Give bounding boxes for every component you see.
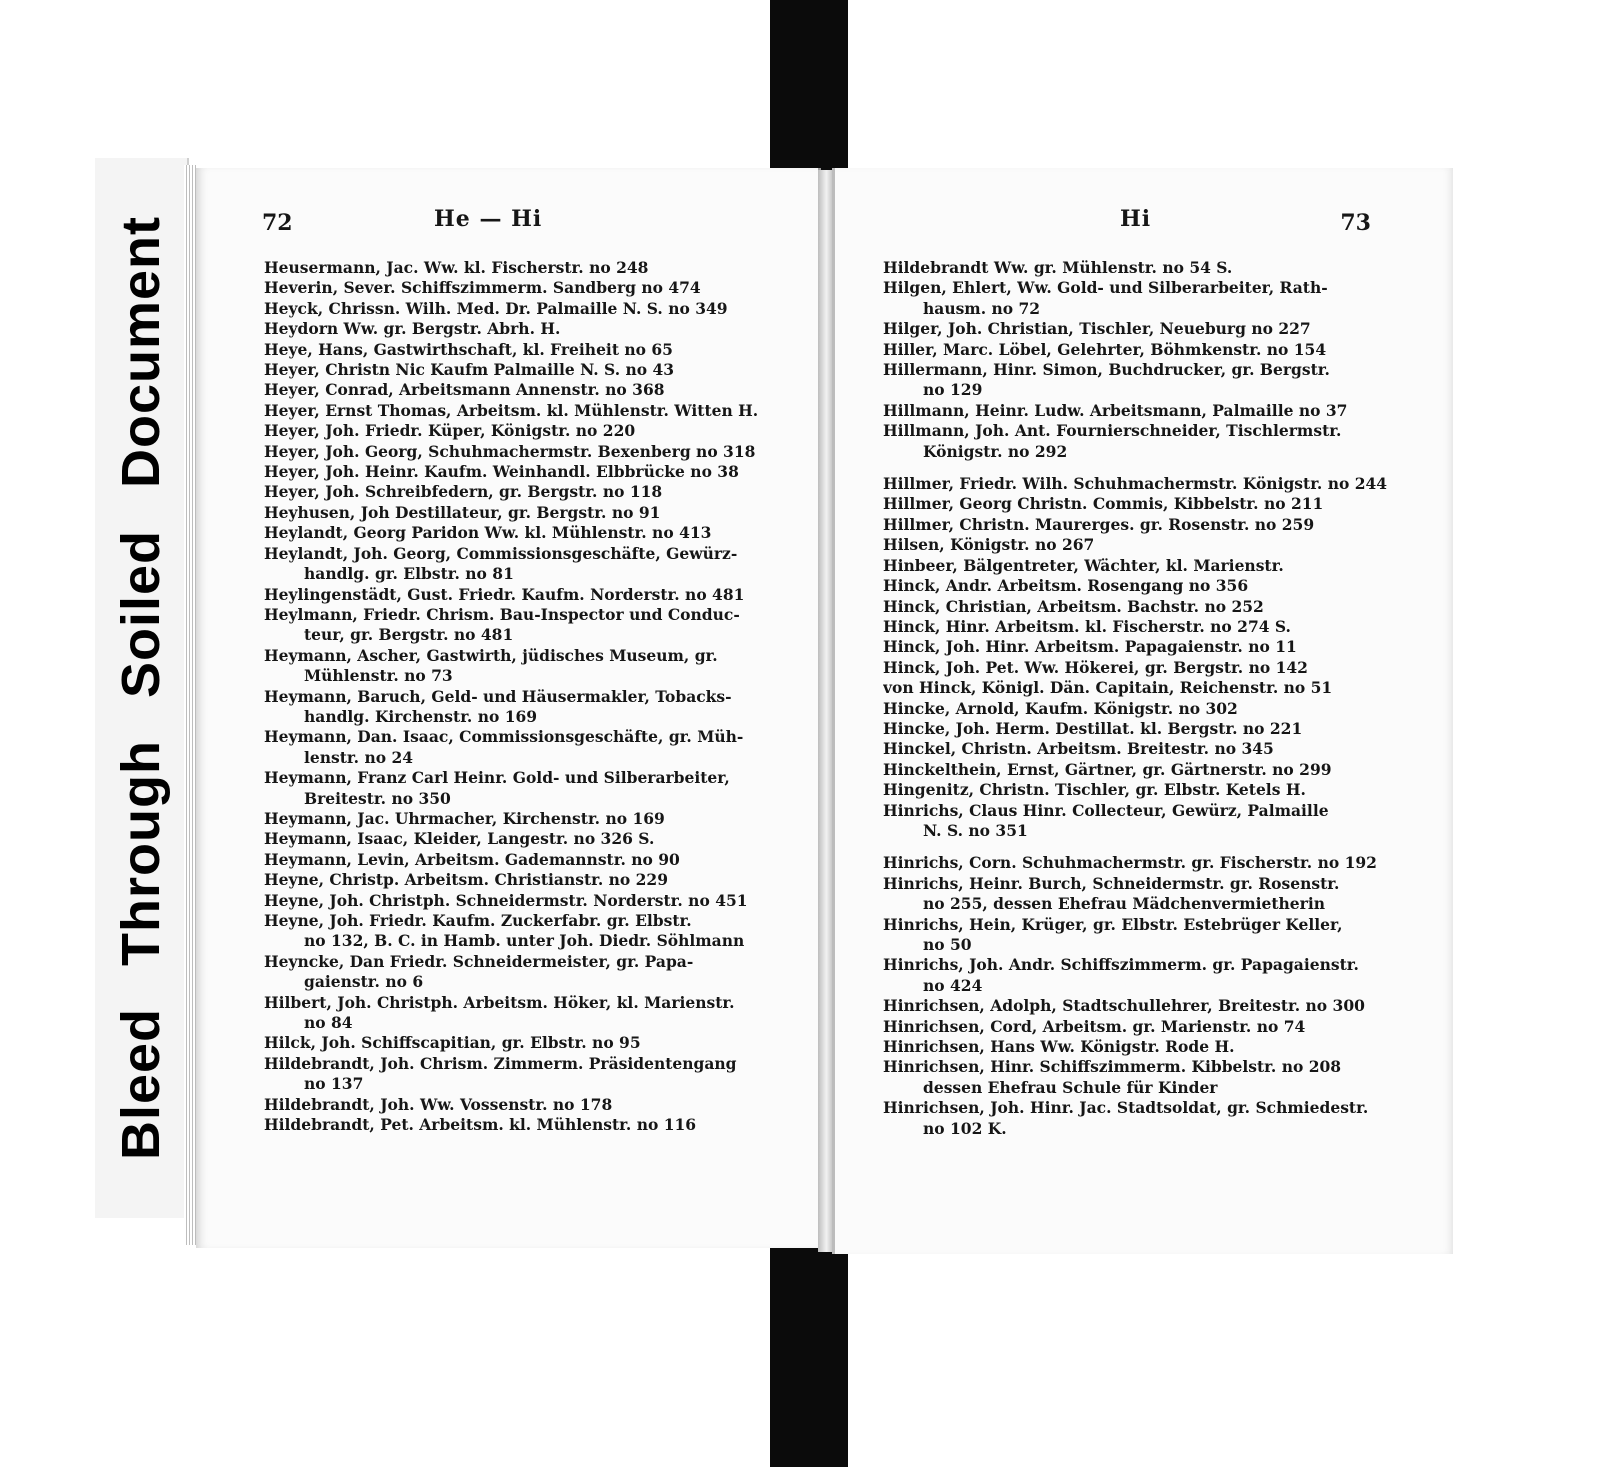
directory-entry	[883, 340, 1393, 360]
directory-entry	[264, 1033, 774, 1053]
side-label	[95, 158, 187, 1218]
entry-text: Hilck, Joh. Schiffscapitian, gr. Elbstr. no 95	[264, 1033, 641, 1053]
entry-continuation: hausm. no 72	[923, 298, 1041, 318]
entry-text: Heylmann, Friedr. Chrism. Bau-Inspector und Conduc-	[264, 604, 740, 624]
directory-entry	[883, 360, 1393, 401]
running-head: He — Hi	[434, 206, 543, 232]
directory-entry	[264, 646, 774, 687]
directory-entry	[264, 380, 774, 400]
entry-text: Hildebrandt, Joh. Ww. Vossenstr. no 178	[264, 1094, 613, 1114]
entry-text: Hildebrandt, Joh. Chrism. Zimmerm. Präsidentengang	[264, 1053, 737, 1073]
directory-entry	[264, 911, 774, 952]
directory-entry	[883, 617, 1393, 637]
directory-entry	[264, 829, 774, 849]
directory-entry	[264, 870, 774, 890]
entry-text: Heymann, Dan. Isaac, Commissionsgeschäfte, gr. Müh-	[264, 727, 744, 747]
entry-text: Heyer, Christn Nic Kaufm Palmaille N. S. no 43	[264, 360, 675, 380]
entry-text: Heyncke, Dan Friedr. Schneidermeister, gr. Papa-	[264, 951, 694, 971]
directory-entry	[264, 482, 774, 502]
directory-entry	[264, 544, 774, 585]
entry-text: Hillmer, Friedr. Wilh. Schuhmachermstr. Königstr. no 244	[883, 474, 1388, 494]
entry-continuation: teur, gr. Bergstr. no 481	[304, 625, 514, 645]
entry-text: Heusermann, Jac. Ww. kl. Fischerstr. no 248	[264, 258, 649, 277]
entry-text: Hinrichs, Claus Hinr. Collecteur, Gewürz, Palmaille	[883, 800, 1329, 820]
entry-text: Heymann, Jac. Uhrmacher, Kirchenstr. no 169	[264, 808, 665, 828]
directory-entry	[883, 421, 1393, 462]
entry-text: Heymann, Baruch, Geld- und Häusermakler, Tobacks-	[264, 686, 732, 706]
entry-continuation: no 424	[923, 975, 983, 995]
directory-entry	[883, 576, 1393, 596]
entry-text: Hilgen, Ehlert, Ww. Gold- und Silberarbeiter, Rath-	[883, 278, 1328, 298]
entry-text: Hillmann, Joh. Ant. Fournierschneider, Tischlermstr.	[883, 421, 1342, 441]
directory-entry	[883, 719, 1393, 739]
entry-list	[264, 258, 774, 1135]
directory-entry	[264, 258, 774, 278]
entry-text: Hincke, Arnold, Kaufm. Königstr. no 302	[883, 698, 1238, 718]
entry-text: Heyne, Christp. Arbeitsm. Christianstr. no 229	[264, 870, 668, 890]
directory-entry	[883, 678, 1393, 698]
entry-text: Hinrichs, Hein, Krüger, gr. Elbstr. Estebrüger Keller,	[883, 914, 1343, 934]
directory-entry	[264, 421, 774, 441]
entry-continuation: lenstr. no 24	[304, 747, 414, 767]
entry-text: von Hinck, Königl. Dän. Capitain, Reichenstr. no 51	[883, 678, 1333, 698]
left-page	[196, 168, 821, 1248]
directory-entry	[264, 442, 774, 462]
directory-entry	[883, 1017, 1393, 1037]
entry-text: Hinrichs, Heinr. Burch, Schneidermstr. gr. Rosenstr.	[883, 873, 1340, 893]
entry-text: Hinck, Joh. Hinr. Arbeitsm. Papagaienstr. no 11	[883, 637, 1297, 657]
directory-entry	[883, 996, 1393, 1016]
directory-entry	[264, 1095, 774, 1115]
entry-text: Hinrichs, Corn. Schuhmachermstr. gr. Fischerstr. no 192	[883, 853, 1377, 873]
entry-text: Heylingenstädt, Gust. Friedr. Kaufm. Norderstr. no 481	[264, 584, 745, 604]
entry-text: Hilger, Joh. Christian, Tischler, Neueburg no 227	[883, 319, 1311, 339]
entry-text: Hiller, Marc. Löbel, Gelehrter, Böhmkenstr. no 154	[883, 339, 1327, 359]
entry-continuation: Breitestr. no 350	[304, 788, 451, 808]
directory-entry	[883, 474, 1393, 494]
entry-text: Heye, Hans, Gastwirthschaft, kl. Freiheit no 65	[264, 339, 673, 359]
running-head: Hi	[1120, 206, 1152, 232]
directory-entry	[264, 523, 774, 543]
entry-text: Heyck, Chrissn. Wilh. Med. Dr. Palmaille N. S. no 349	[264, 298, 728, 318]
entry-continuation: no 132, B. C. in Hamb. unter Joh. Diedr. Söhlmann	[304, 931, 745, 951]
directory-entry	[883, 699, 1393, 719]
directory-entry	[883, 1037, 1393, 1057]
entry-text: Hinckel, Christn. Arbeitsm. Breitestr. no 345	[883, 739, 1274, 759]
entry-continuation: gaienstr. no 6	[304, 972, 424, 992]
side-label-text: Bleed Through Soiled Document	[111, 215, 171, 1161]
entry-continuation: N. S. no 351	[923, 820, 1028, 840]
entry-text: Heyer, Conrad, Arbeitsmann Annenstr. no 368	[264, 380, 665, 400]
entry-text: Hinck, Christian, Arbeitsm. Bachstr. no 252	[883, 596, 1264, 616]
entry-text: Hinck, Hinr. Arbeitsm. kl. Fischerstr. no 274 S.	[883, 616, 1291, 636]
directory-entry	[264, 993, 774, 1034]
directory-entry	[264, 1054, 774, 1095]
entry-text: Heyne, Joh. Christph. Schneidermstr. Norderstr. no 451	[264, 890, 748, 910]
entry-text: Hinrichsen, Adolph, Stadtschullehrer, Breitestr. no 300	[883, 996, 1365, 1016]
entry-text: Hinrichsen, Hans Ww. Königstr. Rode H.	[883, 1037, 1235, 1057]
directory-entry	[883, 915, 1393, 956]
entry-continuation: dessen Ehefrau Schule für Kinder	[923, 1077, 1218, 1097]
directory-entry	[883, 515, 1393, 535]
entry-text: Heyer, Joh. Friedr. Küper, Königstr. no 220	[264, 421, 636, 441]
directory-entry	[264, 850, 774, 870]
entry-continuation: no 102 K.	[923, 1118, 1007, 1138]
entry-continuation: Königstr. no 292	[923, 441, 1068, 461]
entry-text: Hillmann, Heinr. Ludw. Arbeitsmann, Palmaille no 37	[883, 400, 1348, 420]
entry-text: Heyhusen, Joh Destillateur, gr. Bergstr. no 91	[264, 502, 661, 522]
directory-entry	[264, 360, 774, 380]
entry-text: Hillmer, Christn. Maurerges. gr. Rosenstr. no 259	[883, 514, 1315, 534]
entry-text: Hinbeer, Bälgentreter, Wächter, kl. Marienstr.	[883, 555, 1284, 575]
directory-entry	[883, 319, 1393, 339]
directory-entry	[264, 891, 774, 911]
entry-text: Hilbert, Joh. Christph. Arbeitsm. Höker, kl. Marienstr.	[264, 992, 735, 1012]
entry-continuation: handlg. Kirchenstr. no 169	[304, 706, 538, 726]
binding-strip-bottom	[770, 1245, 848, 1467]
entry-text: Hilsen, Königstr. no 267	[883, 535, 1095, 555]
entry-text: Heylandt, Georg Paridon Ww. kl. Mühlenstr. no 413	[264, 523, 712, 543]
directory-entry	[264, 401, 774, 421]
entry-text: Hinckelthein, Ernst, Gärtner, gr. Gärtnerstr. no 299	[883, 759, 1332, 779]
entry-text: Hillmer, Georg Christn. Commis, Kibbelstr. no 211	[883, 494, 1324, 514]
directory-entry	[883, 658, 1393, 678]
entry-text: Heyer, Ernst Thomas, Arbeitsm. kl. Mühlenstr. Witten H.	[264, 400, 759, 420]
directory-entry	[264, 340, 774, 360]
entry-continuation: no 255, dessen Ehefrau Mädchenvermietherin	[923, 894, 1325, 914]
entry-text: Heymann, Levin, Arbeitsm. Gademannstr. no 90	[264, 849, 680, 869]
directory-entry	[264, 605, 774, 646]
directory-entry	[883, 760, 1393, 780]
directory-entry	[264, 1115, 774, 1135]
entry-list	[883, 258, 1393, 1139]
directory-entry	[883, 535, 1393, 555]
book-gutter	[818, 170, 832, 1252]
directory-entry	[264, 952, 774, 993]
entry-text: Hinrichsen, Hinr. Schiffszimmerm. Kibbelstr. no 208	[883, 1057, 1342, 1077]
directory-entry	[883, 874, 1393, 915]
entry-text: Hinrichs, Joh. Andr. Schiffszimmerm. gr. Papagaienstr.	[883, 955, 1359, 975]
directory-entry	[883, 1098, 1393, 1139]
directory-entry	[264, 299, 774, 319]
entry-text: Heyer, Joh. Georg, Schuhmachermstr. Bexenberg no 318	[264, 441, 756, 461]
entry-continuation: no 50	[923, 935, 972, 954]
entry-text: Hinck, Andr. Arbeitsm. Rosengang no 356	[883, 576, 1249, 596]
entry-text: Heymann, Franz Carl Heinr. Gold- und Silberarbeiter,	[264, 768, 730, 788]
entry-text: Heymann, Ascher, Gastwirth, jüdisches Museum, gr.	[264, 645, 718, 665]
entry-text: Hildebrandt Ww. gr. Mühlenstr. no 54 S.	[883, 258, 1233, 277]
entry-text: Heymann, Isaac, Kleider, Langestr. no 326 S.	[264, 829, 655, 849]
directory-entry	[264, 809, 774, 829]
entry-text: Hildebrandt, Pet. Arbeitsm. kl. Mühlenstr. no 116	[264, 1115, 697, 1135]
binding-strip-top	[770, 0, 848, 175]
directory-entry	[883, 1057, 1393, 1098]
directory-entry	[883, 258, 1393, 278]
entry-text: Heyer, Joh. Heinr. Kaufm. Weinhandl. Elbbrücke no 38	[264, 462, 739, 482]
directory-entry	[883, 401, 1393, 421]
entry-text: Heydorn Ww. gr. Bergstr. Abrh. H.	[264, 319, 561, 339]
entry-text: Hincke, Joh. Herm. Destillat. kl. Bergstr. no 221	[883, 718, 1303, 738]
directory-entry	[264, 462, 774, 482]
entry-text: Hingenitz, Christn. Tischler, gr. Elbstr. Ketels H.	[883, 780, 1306, 800]
page-number: 73	[1340, 210, 1371, 236]
entry-continuation: no 137	[304, 1074, 364, 1094]
directory-entry	[883, 597, 1393, 617]
directory-entry	[883, 494, 1393, 514]
directory-entry	[264, 278, 774, 298]
entry-text: Hinrichsen, Joh. Hinr. Jac. Stadtsoldat, gr. Schmiedestr.	[883, 1098, 1369, 1118]
directory-entry	[883, 739, 1393, 759]
entry-text: Heyne, Joh. Friedr. Kaufm. Zuckerfabr. gr. Elbstr.	[264, 911, 692, 930]
page-number: 72	[262, 210, 293, 236]
directory-entry	[264, 768, 774, 809]
directory-entry	[883, 853, 1393, 873]
directory-entry	[883, 278, 1393, 319]
entry-text: Hinck, Joh. Pet. Ww. Hökerei, gr. Bergstr. no 142	[883, 657, 1308, 677]
entry-continuation: handlg. gr. Elbstr. no 81	[304, 564, 514, 584]
entry-continuation: Mühlenstr. no 73	[304, 666, 453, 686]
directory-entry	[883, 556, 1393, 576]
entry-text: Hinrichsen, Cord, Arbeitsm. gr. Marienstr. no 74	[883, 1016, 1306, 1036]
directory-entry	[883, 955, 1393, 996]
directory-entry	[264, 687, 774, 728]
directory-entry	[883, 780, 1393, 800]
entry-text: Heylandt, Joh. Georg, Commissionsgeschäfte, Gewürz-	[264, 543, 738, 563]
entry-text: Heyer, Joh. Schreibfedern, gr. Bergstr. no 118	[264, 482, 663, 502]
directory-entry	[264, 585, 774, 605]
entry-continuation: no 129	[923, 380, 983, 400]
directory-entry	[264, 727, 774, 768]
directory-entry	[883, 801, 1393, 842]
directory-entry	[883, 637, 1393, 657]
right-page	[832, 168, 1453, 1254]
directory-entry	[264, 319, 774, 339]
entry-text: Hillermann, Hinr. Simon, Buchdrucker, gr. Bergstr.	[883, 360, 1330, 380]
directory-entry	[264, 503, 774, 523]
entry-continuation: no 84	[304, 1013, 353, 1033]
entry-text: Heverin, Sever. Schiffszimmerm. Sandberg no 474	[264, 278, 701, 298]
